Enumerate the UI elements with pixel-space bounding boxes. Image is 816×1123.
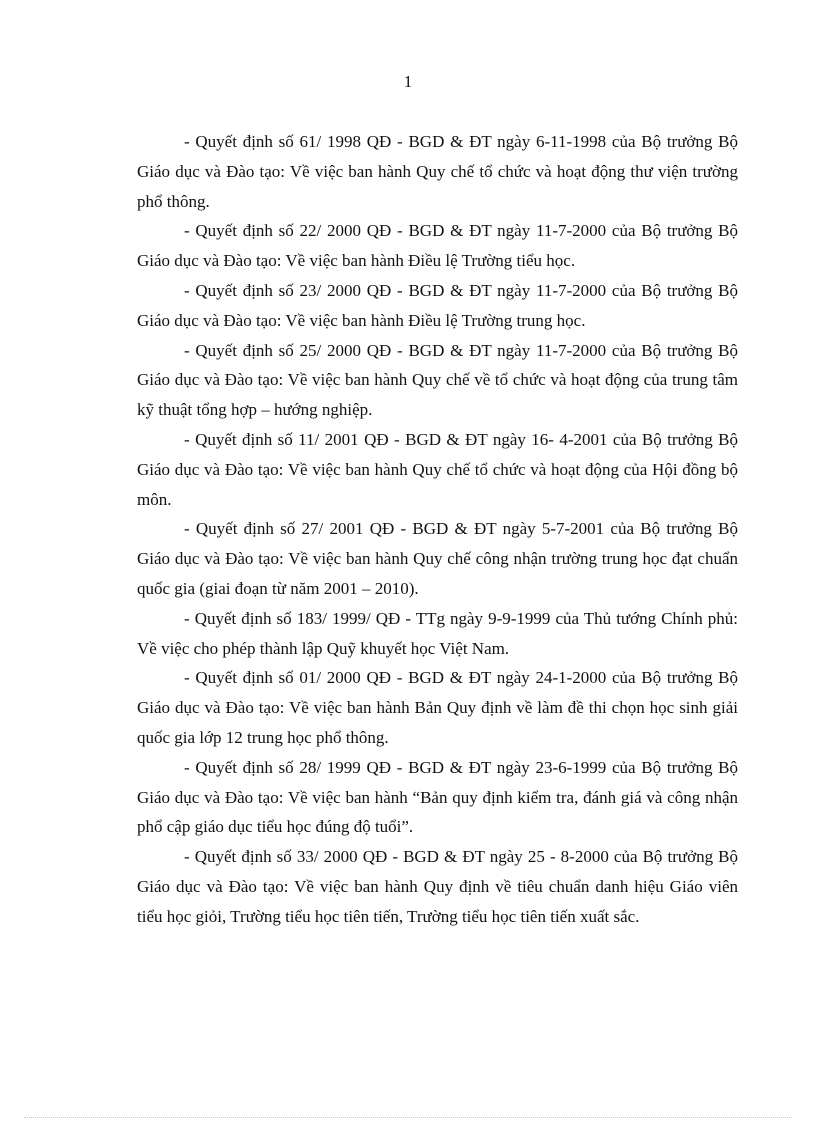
decision-entry-10: - Quyết định số 33/ 2000 QĐ - BGD & ĐT ngày 25 - 8-2000 của Bộ trưởng Bộ Giáo dục và Đào tạo: Về việc ban hành Quy định về tiêu chuẩn danh hiệu Giáo viên tiểu học giỏi, Trường tiểu học tiên tiến, Trường tiểu học tiên tiến xuất sắc. (137, 847, 738, 926)
decision-entry-1: - Quyết định số 61/ 1998 QĐ - BGD & ĐT ngày 6-11-1998 của Bộ trưởng Bộ Giáo dục và Đào tạo: Về việc ban hành Quy chế tổ chức và hoạt động thư viện trường phổ thông. (137, 132, 738, 211)
decision-entry-7: - Quyết định số 183/ 1999/ QĐ - TTg ngày 9-9-1999 của Thủ tướng Chính phủ: Về việc cho phép thành lập Quỹ khuyết học Việt Nam. (137, 608, 738, 658)
decision-entry-2: - Quyết định số 22/ 2000 QĐ - BGD & ĐT ngày 11-7-2000 của Bộ trưởng Bộ Giáo dục và Đào tạo: Về việc ban hành Điều lệ Trường tiểu học. (137, 221, 738, 271)
decision-entry-9: - Quyết định số 28/ 1999 QĐ - BGD & ĐT ngày 23-6-1999 của Bộ trưởng Bộ Giáo dục và Đào tạo: Về việc ban hành “Bản quy định kiểm tra, đánh giá và công nhận phổ cập giáo dục tiểu học đúng độ tuổi”. (137, 757, 738, 837)
document-body (137, 127, 738, 932)
decision-entry-6: - Quyết định số 27/ 2001 QĐ - BGD & ĐT ngày 5-7-2001 của Bộ trưởng Bộ Giáo dục và Đào tạo: Về việc ban hành Quy chế công nhận trường trung học đạt chuẩn quốc gia (giai đoạn từ năm 2001 – 2010). (137, 519, 738, 598)
decision-entry-4: - Quyết định số 25/ 2000 QĐ - BGD & ĐT ngày 11-7-2000 của Bộ trưởng Bộ Giáo dục và Đào tạo: Về việc ban hành Quy chế về tổ chức và hoạt động của trung tâm kỹ thuật tổng hợp – hướng nghiệp. (137, 340, 738, 420)
page-bottom-divider (24, 1117, 792, 1118)
decision-entry-5: - Quyết định số 11/ 2001 QĐ - BGD & ĐT ngày 16- 4-2001 của Bộ trưởng Bộ Giáo dục và Đào tạo: Về việc ban hành Quy chế tổ chức và hoạt động của Hội đồng bộ môn. (137, 429, 738, 509)
page-number: 1 (403, 72, 413, 91)
decision-entry-3: - Quyết định số 23/ 2000 QĐ - BGD & ĐT ngày 11-7-2000 của Bộ trưởng Bộ Giáo dục và Đào tạo: Về việc ban hành Điều lệ Trường trung học. (137, 280, 738, 330)
decision-entry-8: - Quyết định số 01/ 2000 QĐ - BGD & ĐT ngày 24-1-2000 của Bộ trưởng Bộ Giáo dục và Đào tạo: Về việc ban hành Bản Quy định về làm đề thi chọn học sinh giải quốc gia lớp 12 trung học phổ thông. (137, 668, 738, 747)
